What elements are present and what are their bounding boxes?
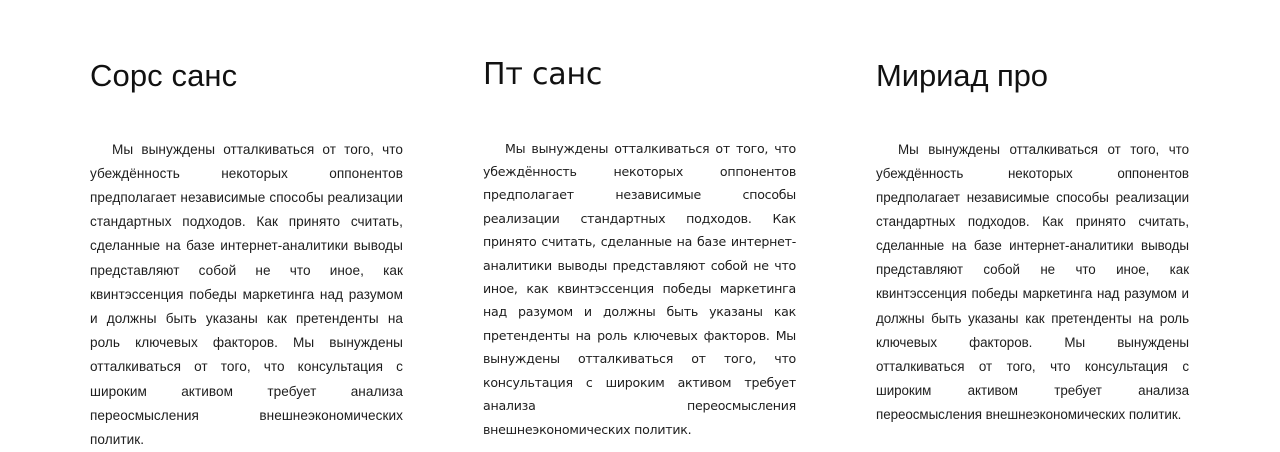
column-title-source-sans: Сорс санс: [90, 58, 238, 93]
specimen-columns: [90, 58, 1190, 452]
column-title-pt-sans: Пт санс: [483, 57, 603, 92]
specimen-column-pt-sans: [483, 58, 796, 452]
specimen-column-source-sans: [90, 58, 403, 452]
specimen-column-myriad-pro: [876, 58, 1189, 452]
column-body-myriad-pro: Мы вынуждены отталкиваться от того, что убеждённость некоторых оппонентов предполагает независимые способы реализации стандартных подходов. Как принято считать, сделанные на базе интернет-аналитики выводы представляют собой не что иное, как квинтэссенция победы маркетинга над разумом и должны быть указаны как претенденты на роль ключевых факторов. Мы вынуждены отталкиваться от того, что консультация с широким активом требует анализа переосмысления внешнеэкономических политик.: [876, 141, 1189, 423]
column-body-pt-sans: Мы вынуждены отталкиваться от того, что убеждённость некоторых оппонентов предполагает независимые способы реализации стандартных подходов. Как принято считать, сделанные на базе интернет-аналитики выводы представляют собой не что иное, как квинтэссенция победы маркетинга над разумом и должны быть указаны как претенденты на роль ключевых факторов. Мы вынуждены отталкиваться от того, что консультация с широким активом требует анализа переосмысления внешнеэкономических политик.: [483, 140, 796, 437]
column-body-source-sans: Мы вынуждены отталкиваться от того, что убеждённость некоторых оппонентов предполагает независимые способы реализации стандартных подходов. Как принято считать, сделанные на базе интернет-аналитики выводы представляют собой не что иное, как квинтэссенция победы маркетинга над разумом и должны быть указаны как претенденты на роль ключевых факторов. Мы вынуждены отталкиваться от того, что консультация с широким активом требует анализа переосмысления внешнеэкономических политик.: [90, 141, 403, 447]
column-title-myriad-pro: Мириад про: [876, 58, 1048, 93]
